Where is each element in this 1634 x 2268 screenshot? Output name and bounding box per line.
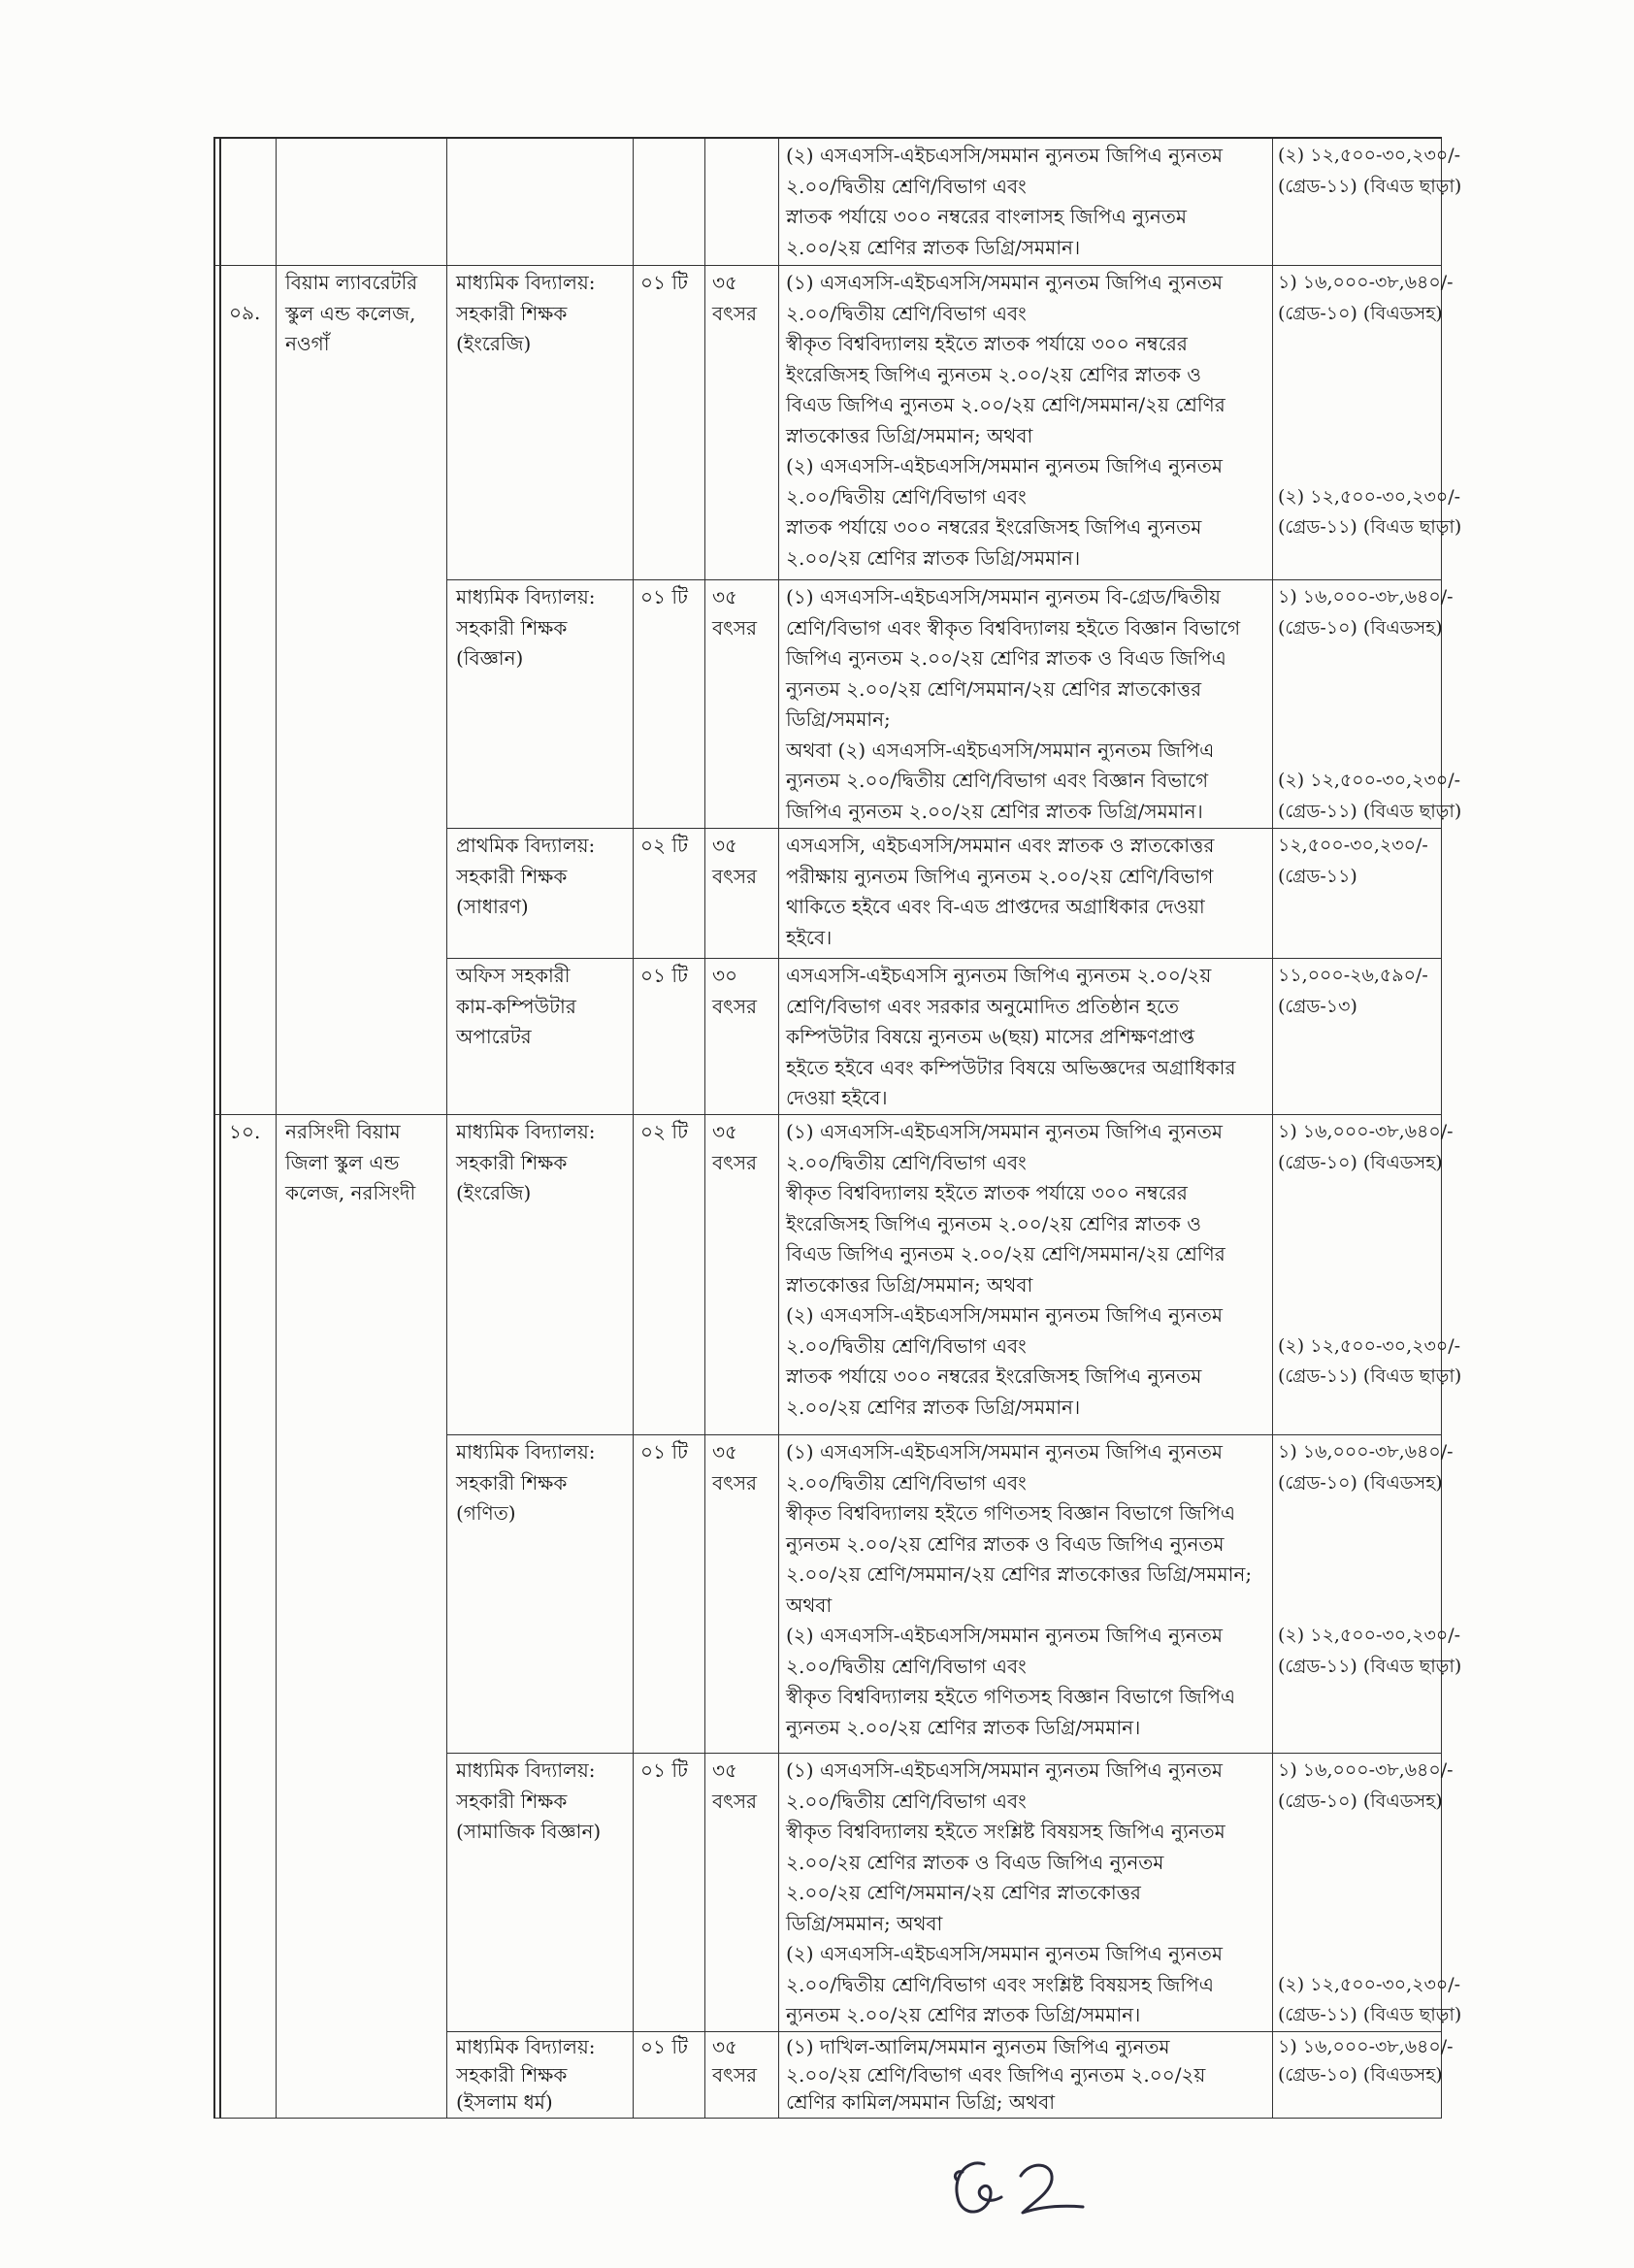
vacancy-count-cell xyxy=(634,139,705,266)
qualification-line: স্নাতকোত্তর ডিগ্রি/সমমান; অথবা xyxy=(786,1272,1033,1297)
pay-scale-entry xyxy=(1278,1117,1454,1178)
qualification-line: বিএড জিপিএ ন্যুনতম ২.০০/২য় শ্রেণি/সমমান/২য় শ্রেণির xyxy=(786,1242,1226,1265)
pay-scale-entry xyxy=(1278,831,1428,892)
vacancy-count-cell xyxy=(634,829,705,959)
qualification-lines xyxy=(786,1117,1270,1423)
age-limit-line: বৎসর xyxy=(712,615,758,640)
qualification-line: ডিগ্রি/সমমান; xyxy=(786,707,891,731)
age-limit-line: ৩৫ xyxy=(712,2035,737,2058)
vacancy-count: ০২ টি xyxy=(640,834,688,857)
post-title xyxy=(456,1437,633,1529)
qualification-line: পরীক্ষায় ন্যুনতম জিপিএ ন্যুনতম ২.০০/২য় শ্রেণি/বিভাগ xyxy=(786,864,1214,888)
post-title-line: মাধ্যমিক বিদ্যালয়: xyxy=(456,1759,596,1782)
pay-grade: (গ্রেড-১১) xyxy=(1278,865,1357,887)
qualification-line: অথবা (২) এসএসসি-এইচএসসি/সমমান ন্যুনতম জিপিএ xyxy=(786,738,1215,762)
qualification-cell xyxy=(779,1115,1273,1435)
qualification-line: ২.০০/দ্বিতীয় শ্রেণি/বিভাগ এবং xyxy=(786,1333,1027,1358)
qualification-lines xyxy=(786,831,1270,953)
age-limit-cell xyxy=(705,1754,779,2032)
qualification-line: ২.০০/২য় শ্রেণি/সমমান/২য় শ্রেণির স্নাতকোত্তর xyxy=(786,1881,1141,1904)
qualification-lines xyxy=(786,1437,1270,1743)
post-cell xyxy=(447,139,634,266)
handwritten-signature xyxy=(941,2143,1106,2235)
qualification-line: ন্যুনতম ২.০০/২য় শ্রেণি/সমমান/২য় শ্রেণির স্নাতকোত্তর xyxy=(786,676,1202,701)
qualification-line: ২.০০/২য় শ্রেণির স্নাতক ও বিএড জিপিএ ন্যুনতম xyxy=(786,1850,1164,1874)
qualification-line: শ্রেণি/বিভাগ এবং সরকার অনুমোদিত প্রতিষ্ঠান হতে xyxy=(786,994,1180,1018)
post-title-line: (ইংরেজি) xyxy=(456,332,532,355)
qualification-line: ২.০০/দ্বিতীয় শ্রেণি/বিভাগ এবং xyxy=(786,301,1027,325)
post-title xyxy=(456,268,633,360)
age-limit-cell xyxy=(705,2032,779,2119)
qualification-line: স্বীকৃত বিশ্ববিদ্যালয় হইতে স্নাতক পর্যায়ে ৩০০ নম্বরের xyxy=(786,1181,1188,1204)
institution-cell xyxy=(277,139,447,266)
age-limit xyxy=(712,961,778,1022)
pay-grade: (গ্রেড-১০) (বিএডসহ) xyxy=(1278,2063,1443,2086)
institution-cell xyxy=(277,266,447,1115)
pay-grade: (গ্রেড-১১) (বিএড ছাড়া) xyxy=(1278,2004,1462,2025)
age-limit-line: বৎসর xyxy=(712,1470,758,1495)
pay-scale-cell xyxy=(1273,2032,1454,2119)
post-cell xyxy=(447,1115,634,1435)
pay-scale-entry xyxy=(1278,482,1461,543)
age-limit-cell xyxy=(705,1115,779,1435)
pay-scale-entry xyxy=(1278,1756,1454,1817)
age-limit-line: ৩০ xyxy=(712,964,738,987)
qualification-lines xyxy=(786,2033,1270,2117)
recruitment-table xyxy=(213,137,1462,2119)
post-title-line: (গণিত) xyxy=(456,1501,516,1525)
post-cell xyxy=(447,2032,634,2119)
qualification-line: ২.০০/দ্বিতীয় শ্রেণি/বিভাগ এবং xyxy=(786,1654,1027,1678)
qualification-line: ইংরেজিসহ জিপিএ ন্যুনতম ২.০০/২য় শ্রেণির স্নাতক ও xyxy=(786,1211,1201,1235)
qualification-cell xyxy=(779,266,1273,580)
vacancy-count-cell xyxy=(634,1435,705,1754)
pay-grade: (গ্রেড-১১) (বিএড ছাড়া) xyxy=(1278,1365,1462,1387)
pay-scale-entry xyxy=(1278,268,1454,329)
institution-name-line: নরসিংদী বিয়াম xyxy=(285,1120,401,1143)
age-limit-line: ৩৫ xyxy=(712,834,737,857)
age-limit xyxy=(712,1756,778,1817)
post-cell xyxy=(447,266,634,580)
pay-scale-amount: (২) ১২,৫০০-৩০,২৩০/- xyxy=(1278,770,1461,791)
qualification-line: স্বীকৃত বিশ্ববিদ্যালয় হইতে সংশ্লিষ্ট বিষয়সহ জিপিএ ন্যুনতম xyxy=(786,1820,1226,1843)
qualification-cell xyxy=(779,580,1273,829)
vacancy-count: ০১ টি xyxy=(640,585,688,608)
qualification-line: অথবা xyxy=(786,1593,833,1617)
age-limit xyxy=(712,1117,778,1178)
qualification-line: স্নাতকোত্তর ডিগ্রি/সমমান; অথবা xyxy=(786,423,1033,447)
pay-scale-entry xyxy=(1278,2033,1454,2088)
pay-grade: (গ্রেড-১০) (বিএডসহ) xyxy=(1278,1151,1443,1173)
post-title xyxy=(456,2033,633,2117)
qualification-lines xyxy=(786,141,1270,263)
qualification-line: শ্রেণি/বিভাগ এবং স্বীকৃত বিশ্ববিদ্যালয় হইতে বিজ্ঞান বিভাগে xyxy=(786,615,1241,640)
post-title-line: মাধ্যমিক বিদ্যালয়: xyxy=(456,2035,596,2058)
qualification-lines xyxy=(786,1756,1270,2031)
qualification-line: ন্যুনতম ২.০০/২য় শ্রেণির স্নাতক ডিগ্রি/সমমান। xyxy=(786,2003,1141,2026)
qualification-line: স্বীকৃত বিশ্ববিদ্যালয় হইতে গণিতসহ বিজ্ঞান বিভাগে জিপিএ xyxy=(786,1501,1236,1525)
qualification-line: (২) এসএসসি-এইচএসসি/সমমান ন্যুনতম জিপিএ ন্যুনতম xyxy=(786,454,1223,477)
pay-scale-amount: (২) ১২,৫০০-৩০,২৩০/- xyxy=(1278,1973,1461,1995)
institution-name xyxy=(285,268,446,360)
qualification-line: (২) এসএসসি-এইচএসসি/সমমান ন্যুনতম জিপিএ ন্যুনতম xyxy=(786,144,1223,167)
qualification-lines xyxy=(786,268,1270,574)
pay-scale-entry xyxy=(1278,1331,1461,1393)
qualification-line: ২.০০/দ্বিতীয় শ্রেণি/বিভাগ এবং xyxy=(786,1789,1027,1813)
qualification-cell xyxy=(779,829,1273,959)
post-title-line: (সামাজিক বিজ্ঞান) xyxy=(456,1820,602,1843)
qualification-line: ২.০০/২য় শ্রেণি/সমমান/২য় শ্রেণির স্নাতকোত্তর ডিগ্রি/সমমান; xyxy=(786,1562,1253,1586)
post-cell xyxy=(447,1754,634,2032)
pay-scale-cell xyxy=(1273,959,1442,1115)
pay-grade: (গ্রেড-১০) (বিএডসহ) xyxy=(1278,1471,1443,1494)
age-limit xyxy=(712,2033,778,2088)
post-title xyxy=(456,1117,633,1209)
pay-grade: (গ্রেড-১১) (বিএড ছাড়া) xyxy=(1278,175,1462,197)
post-title-line: সহকারী শিক্ষক xyxy=(456,1470,568,1495)
age-limit-line: ৩৫ xyxy=(712,1120,737,1143)
institution-name-line: নওগাঁ xyxy=(285,332,330,355)
qualification-line: (১) দাখিল-আলিম/সমমান ন্যুনতম জিপিএ ন্যুনতম xyxy=(786,2035,1170,2058)
qualification-line: ২.০০/২য় শ্রেণির স্নাতক ডিগ্রি/সমমান। xyxy=(786,545,1081,570)
pay-scale-cell xyxy=(1273,1115,1462,1435)
serial-cell xyxy=(215,266,277,1115)
post-title-line: মাধ্যমিক বিদ্যালয়: xyxy=(456,585,596,608)
post-cell xyxy=(447,829,634,959)
institution-cell xyxy=(277,1115,447,2119)
vacancy-count-cell xyxy=(634,959,705,1115)
qualification-cell xyxy=(779,1754,1273,2032)
pay-scale-amount: (২) ১২,৫০০-৩০,২৩০/- xyxy=(1278,145,1461,166)
pay-scale-cell xyxy=(1273,139,1462,266)
vacancy-count-cell xyxy=(634,1115,705,1435)
age-limit-line: ৩৫ xyxy=(712,271,737,294)
pay-scale-entry xyxy=(1278,1970,1461,2031)
post-title xyxy=(456,1756,633,1848)
age-limit xyxy=(712,831,778,892)
age-limit-line: ৩৫ xyxy=(712,1759,737,1782)
post-cell xyxy=(447,580,634,829)
pay-grade: (গ্রেড-১০) (বিএডসহ) xyxy=(1278,616,1443,639)
pay-grade: (গ্রেড-১১) (বিএড ছাড়া) xyxy=(1278,800,1462,822)
post-title-line: সহকারী শিক্ষক xyxy=(456,301,568,325)
qualification-line: ন্যুনতম ২.০০/২য় শ্রেণির স্নাতক ডিগ্রি/সমমান। xyxy=(786,1715,1141,1739)
age-limit xyxy=(712,582,778,643)
qualification-line: জিপিএ ন্যুনতম ২.০০/২য় শ্রেণির স্নাতক ডিগ্রি/সমমান। xyxy=(786,799,1203,823)
age-limit-line: বৎসর xyxy=(712,1789,758,1813)
age-limit-cell xyxy=(705,959,779,1115)
qualification-line: (২) এসএসসি-এইচএসসি/সমমান ন্যুনতম জিপিএ ন্যুনতম xyxy=(786,1942,1223,1965)
qualification-lines xyxy=(786,582,1270,827)
age-limit xyxy=(712,268,778,329)
qualification-line: (১) এসএসসি-এইচএসসি/সমমান ন্যুনতম জিপিএ ন্যুনতম xyxy=(786,1759,1223,1782)
post-title-line: সহকারী শিক্ষক xyxy=(456,864,568,888)
qualification-line: স্নাতক পর্যায়ে ৩০০ নম্বরের ইংরেজিসহ জিপিএ ন্যুনতম xyxy=(786,515,1202,539)
age-limit-cell xyxy=(705,266,779,580)
qualification-line: স্বীকৃত বিশ্ববিদ্যালয় হইতে গণিতসহ বিজ্ঞান বিভাগে জিপিএ xyxy=(786,1685,1236,1708)
vacancy-count: ০১ টি xyxy=(640,271,688,294)
post-title-line: অফিস সহকারী xyxy=(456,964,571,987)
institution-name-line: বিয়াম ল্যাবরেটরি xyxy=(285,271,418,294)
pay-scale-amount: ১) ১৬,০০০-৩৮,৬৪০/- xyxy=(1278,272,1454,293)
age-limit-line: ৩৫ xyxy=(712,585,737,608)
pay-scale-entry xyxy=(1278,766,1461,827)
post-title-line: কাম-কম্পিউটার xyxy=(456,994,576,1018)
vacancy-count: ০২ টি xyxy=(640,1120,688,1143)
qualification-line: থাকিতে হইবে এবং বি-এড প্রাপ্তদের অগ্রাধিকার দেওয়া xyxy=(786,895,1205,918)
pay-scale-cell xyxy=(1273,1435,1462,1754)
pay-scale-cell xyxy=(1273,829,1442,959)
post-title-line: সহকারী শিক্ষক xyxy=(456,1150,568,1174)
institution-name-line: জিলা স্কুল এন্ড xyxy=(285,1150,400,1174)
qualification-line: ডিগ্রি/সমমান; অথবা xyxy=(786,1911,943,1935)
qualification-lines xyxy=(786,961,1270,1114)
age-limit-line: বৎসর xyxy=(712,301,758,325)
qualification-line: ২.০০/দ্বিতীয় শ্রেণি/বিভাগ এবং xyxy=(786,174,1027,198)
pay-scale-amount: ১) ১৬,০০০-৩৮,৬৪০/- xyxy=(1278,586,1454,608)
age-limit-line: বৎসর xyxy=(712,1150,758,1174)
vacancy-count-cell xyxy=(634,1754,705,2032)
pay-scale-amount: ১) ১৬,০০০-৩৮,৬৪০/- xyxy=(1278,1121,1454,1142)
pay-scale-entry xyxy=(1278,1437,1454,1498)
qualification-line: হইবে। xyxy=(786,925,833,949)
post-title-line: (সাধারণ) xyxy=(456,895,529,918)
post-title-line: মাধ্যমিক বিদ্যালয়: xyxy=(456,1440,596,1463)
vacancy-count-cell xyxy=(634,2032,705,2119)
qualification-line: শ্রেণির কামিল/সমমান ডিগ্রি; অথবা xyxy=(786,2090,1056,2114)
qualification-line: স্নাতক পর্যায়ে ৩০০ নম্বরের ইংরেজিসহ জিপিএ ন্যুনতম xyxy=(786,1364,1202,1388)
vacancy-count-cell xyxy=(634,580,705,829)
age-limit-cell xyxy=(705,580,779,829)
qualification-line: এসএসসি, এইচএসসি/সমমান এবং স্নাতক ও স্নাতকোত্তর xyxy=(786,834,1215,857)
qualification-line: হইতে হইবে এবং কম্পিউটার বিষয়ে অভিজ্ঞদের অগ্রাধিকার xyxy=(786,1055,1236,1079)
pay-scale-entry xyxy=(1278,582,1454,643)
qualification-line: জিপিএ ন্যুনতম ২.০০/২য় শ্রেণির স্নাতক ও বিএড জিপিএ xyxy=(786,646,1226,670)
age-limit-line: বৎসর xyxy=(712,994,758,1018)
qualification-line: (১) এসএসসি-এইচএসসি/সমমান ন্যুনতম জিপিএ ন্যুনতম xyxy=(786,1120,1223,1143)
post-title xyxy=(456,582,633,674)
pay-scale-amount: ১২,৫০০-৩০,২৩০/- xyxy=(1278,835,1428,856)
pay-scale-cell xyxy=(1273,580,1462,829)
institution-name xyxy=(285,1117,446,1209)
qualification-line: (২) এসএসসি-এইচএসসি/সমমান ন্যুনতম জিপিএ ন্যুনতম xyxy=(786,1624,1223,1647)
qualification-line: কম্পিউটার বিষয়ে ন্যুনতম ৬(ছয়) মাসের প্রশিক্ষণপ্রাপ্ত xyxy=(786,1025,1195,1048)
qualification-line: স্নাতক পর্যায়ে ৩০০ নম্বরের বাংলাসহ জিপিএ ন্যুনতম xyxy=(786,205,1187,228)
pay-grade: (গ্রেড-১০) (বিএডসহ) xyxy=(1278,1790,1443,1812)
qualification-cell xyxy=(779,1435,1273,1754)
age-limit-cell xyxy=(705,139,779,266)
vacancy-count: ০১ টি xyxy=(640,2035,688,2058)
pay-scale-amount: (২) ১২,৫০০-৩০,২৩০/- xyxy=(1278,1334,1461,1357)
qualification-line: ন্যুনতম ২.০০/দ্বিতীয় শ্রেণি/বিভাগ এবং বিজ্ঞান বিভাগে xyxy=(786,769,1209,792)
pay-scale-amount: (২) ১২,৫০০-৩০,২৩০/- xyxy=(1278,1625,1461,1646)
post-title-line: (বিজ্ঞান) xyxy=(456,646,524,670)
post-title-line: সহকারী শিক্ষক xyxy=(456,1789,568,1813)
qualification-line: ২.০০/২য় শ্রেণি/বিভাগ এবং জিপিএ ন্যুনতম ২.০০/২য় xyxy=(786,2062,1206,2087)
post-title-line: মাধ্যমিক বিদ্যালয়: xyxy=(456,271,596,294)
pay-scale-cell xyxy=(1273,1754,1462,2032)
qualification-line: ন্যুনতম ২.০০/২য় শ্রেণির স্নাতক ও বিএড জিপিএ ন্যুনতম xyxy=(786,1531,1225,1556)
post-title xyxy=(456,961,633,1053)
post-cell xyxy=(447,959,634,1115)
vacancy-count: ০১ টি xyxy=(640,1440,688,1463)
pay-grade: (গ্রেড-১০) (বিএডসহ) xyxy=(1278,302,1443,324)
age-limit-cell xyxy=(705,1435,779,1754)
serial-number: ০৯. xyxy=(229,301,261,324)
vacancy-count: ০১ টি xyxy=(640,964,688,987)
pay-scale-amount: ১) ১৬,০০০-৩৮,৬৪০/- xyxy=(1278,1759,1454,1781)
qualification-line: ২.০০/দ্বিতীয় শ্রেণি/বিভাগ এবং xyxy=(786,1470,1027,1495)
qualification-line: বিএড জিপিএ ন্যুনতম ২.০০/২য় শ্রেণি/সমমান/২য় শ্রেণির xyxy=(786,393,1226,416)
qualification-line: এসএসসি-এইচএসসি ন্যুনতম জিপিএ ন্যুনতম ২.০০/২য় xyxy=(786,964,1212,987)
vacancy-count: ০১ টি xyxy=(640,1759,688,1782)
qualification-line: দেওয়া হইবে। xyxy=(786,1086,888,1109)
serial-cell xyxy=(215,139,277,266)
post-title-line: সহকারী শিক্ষক xyxy=(456,615,568,640)
post-title-line: অপারেটর xyxy=(456,1025,532,1048)
post-title-line: প্রাথমিক বিদ্যালয়: xyxy=(456,834,596,857)
post-title-line: সহকারী শিক্ষক xyxy=(456,2062,568,2087)
institution-name-line: স্কুল এন্ড কলেজ, xyxy=(285,301,416,325)
qualification-line: (১) এসএসসি-এইচএসসি/সমমান ন্যুনতম বি-গ্রেড/দ্বিতীয় xyxy=(786,585,1221,608)
pay-scale-amount: ১) ১৬,০০০-৩৮,৬৪০/- xyxy=(1278,1441,1454,1463)
age-limit-line: বৎসর xyxy=(712,864,758,888)
pay-scale-amount: (২) ১২,৫০০-৩০,২৩০/- xyxy=(1278,485,1461,508)
vacancy-count-cell xyxy=(634,266,705,580)
post-title-line: (ইসলাম ধর্ম) xyxy=(456,2090,553,2114)
post-title-line: (ইংরেজি) xyxy=(456,1181,532,1204)
age-limit-cell xyxy=(705,829,779,959)
pay-scale-amount: ১১,০০০-২৬,৫৯০/- xyxy=(1278,965,1428,986)
qualification-line: (১) এসএসসি-এইচএসসি/সমমান ন্যুনতম জিপিএ ন্যুনতম xyxy=(786,1440,1223,1463)
pay-grade: (গ্রেড-১১) (বিএড ছাড়া) xyxy=(1278,1655,1462,1677)
qualification-cell xyxy=(779,959,1273,1115)
qualification-line: ২.০০/দ্বিতীয় শ্রেণি/বিভাগ এবং সংশ্লিষ্ট বিষয়সহ জিপিএ xyxy=(786,1972,1214,1996)
pay-grade: (গ্রেড-১৩) xyxy=(1278,995,1357,1017)
pay-scale-entry xyxy=(1278,141,1461,202)
qualification-line: ২.০০/২য় শ্রেণির স্নাতক ডিগ্রি/সমমান। xyxy=(786,235,1081,259)
serial-cell xyxy=(215,1115,277,2119)
qualification-line: (১) এসএসসি-এইচএসসি/সমমান ন্যুনতম জিপিএ ন্যুনতম xyxy=(786,271,1223,294)
pay-scale-entry xyxy=(1278,961,1428,1022)
qualification-line: ২.০০/দ্বিতীয় শ্রেণি/বিভাগ এবং xyxy=(786,484,1027,509)
pay-scale-entry xyxy=(1278,1621,1461,1682)
qualification-line: ইংরেজিসহ জিপিএ ন্যুনতম ২.০০/২য় শ্রেণির স্নাতক ও xyxy=(786,362,1201,386)
pay-grade: (গ্রেড-১১) (বিএড ছাড়া) xyxy=(1278,516,1462,538)
pay-scale-amount: ১) ১৬,০০০-৩৮,৬৪০/- xyxy=(1278,2036,1454,2057)
post-cell xyxy=(447,1435,634,1754)
pay-scale-cell xyxy=(1273,266,1462,580)
qualification-cell xyxy=(779,139,1273,266)
qualification-line: ২.০০/২য় শ্রেণির স্নাতক ডিগ্রি/সমমান। xyxy=(786,1395,1081,1419)
age-limit xyxy=(712,1437,778,1498)
institution-name-line: কলেজ, নরসিংদী xyxy=(285,1181,416,1204)
serial-number: ১০. xyxy=(229,1120,261,1143)
qualification-cell xyxy=(779,2032,1273,2119)
age-limit-line: বৎসর xyxy=(712,2062,758,2087)
post-title-line: মাধ্যমিক বিদ্যালয়: xyxy=(456,1120,596,1143)
post-title xyxy=(456,831,633,923)
qualification-line: (২) এসএসসি-এইচএসসি/সমমান ন্যুনতম জিপিএ ন্যুনতম xyxy=(786,1303,1223,1327)
qualification-line: ২.০০/দ্বিতীয় শ্রেণি/বিভাগ এবং xyxy=(786,1150,1027,1174)
age-limit-line: ৩৫ xyxy=(712,1440,737,1463)
qualification-line: স্বীকৃত বিশ্ববিদ্যালয় হইতে স্নাতক পর্যায়ে ৩০০ নম্বরের xyxy=(786,332,1188,355)
